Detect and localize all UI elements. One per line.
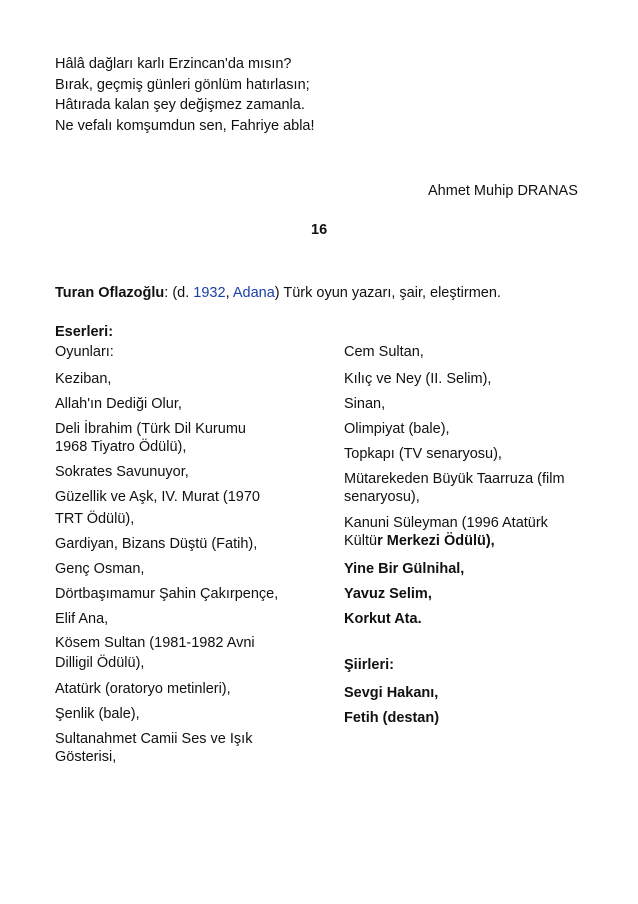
list-item: Allah'ın Dediği Olur, bbox=[55, 396, 182, 412]
list-item: Cem Sultan, bbox=[344, 344, 424, 360]
list-item: Korkut Ata. bbox=[344, 611, 422, 627]
poetry-heading: Şiirleri: bbox=[344, 657, 394, 673]
birth-place-link[interactable]: Adana bbox=[232, 285, 275, 301]
text-fragment: Kültü bbox=[344, 533, 378, 549]
list-item: TRT Ödülü), bbox=[55, 511, 135, 527]
list-item: Sultanahmet Camii Ses ve Işık bbox=[55, 731, 253, 747]
list-item: Dörtbaşımamur Şahin Çakırpençe, bbox=[55, 586, 279, 602]
list-item: 1968 Tiyatro Ödülü), bbox=[55, 439, 187, 455]
poem-line: Bırak, geçmiş günleri gönlüm hatırlasın; bbox=[55, 76, 310, 93]
list-item: Mütarekeden Büyük Taarruza (film bbox=[344, 471, 565, 487]
list-item: Deli İbrahim (Türk Dil Kurumu bbox=[55, 421, 246, 437]
list-item: Sinan, bbox=[344, 396, 386, 412]
poem-line: Hâtırada kalan şey değişmez zamanla. bbox=[55, 97, 305, 113]
list-item: Şenlik (bale), bbox=[55, 706, 140, 722]
list-item: Elif Ana, bbox=[55, 611, 109, 627]
list-item: Kösem Sultan (1981-1982 Avni bbox=[55, 635, 255, 651]
works-heading: Eserleri: bbox=[55, 324, 114, 340]
list-item: Sevgi Hakanı, bbox=[344, 685, 439, 701]
poem-block bbox=[55, 54, 315, 136]
list-item: Olimpiyat (bale), bbox=[344, 421, 450, 437]
list-item: Gardiyan, Bizans Düştü (Fatih), bbox=[55, 536, 258, 552]
birth-year-link[interactable]: 1932 bbox=[193, 285, 226, 301]
list-item-mixed bbox=[344, 531, 495, 551]
section-number: 16 bbox=[311, 222, 328, 238]
text-fragment-bold: r Merkezi Ödülü), bbox=[377, 533, 495, 549]
bio-rest: ) Türk oyun yazarı, şair, eleştirmen. bbox=[274, 285, 501, 301]
list-item: Güzellik ve Aşk, IV. Murat (1970 bbox=[55, 489, 260, 505]
bio-line bbox=[55, 283, 501, 303]
list-item: Atatürk (oratoryo metinleri), bbox=[55, 681, 231, 697]
bio-sep: : (d. bbox=[164, 285, 194, 301]
list-item: Dilligil Ödülü), bbox=[55, 655, 145, 671]
poem-line: Ne vefalı komşumdun sen, Fahriye abla! bbox=[55, 117, 315, 134]
list-item: Keziban, bbox=[55, 371, 112, 387]
list-item: Sokrates Savunuyor, bbox=[55, 464, 189, 480]
list-item: Genç Osman, bbox=[55, 561, 145, 577]
list-item: Yavuz Selim, bbox=[344, 586, 432, 602]
list-item: senaryosu), bbox=[344, 489, 420, 505]
list-item: Yine Bir Gülnihal, bbox=[344, 561, 465, 577]
list-item: Kılıç ve Ney (II. Selim), bbox=[344, 371, 492, 387]
list-item: Fetih (destan) bbox=[344, 710, 440, 726]
list-item: Topkapı (TV senaryosu), bbox=[344, 446, 502, 462]
list-item: Kanuni Süleyman (1996 Atatürk bbox=[344, 515, 548, 531]
poem-line: Hâlâ dağları karlı Erzincan'da mısın? bbox=[55, 56, 292, 72]
list-item: Gösterisi, bbox=[55, 749, 117, 765]
list-item: Oyunları: bbox=[55, 344, 114, 360]
bio-comma: , bbox=[225, 285, 233, 301]
poem-author: Ahmet Muhip DRANAS bbox=[428, 183, 578, 199]
author-name: Turan Oflazoğlu bbox=[55, 285, 165, 301]
